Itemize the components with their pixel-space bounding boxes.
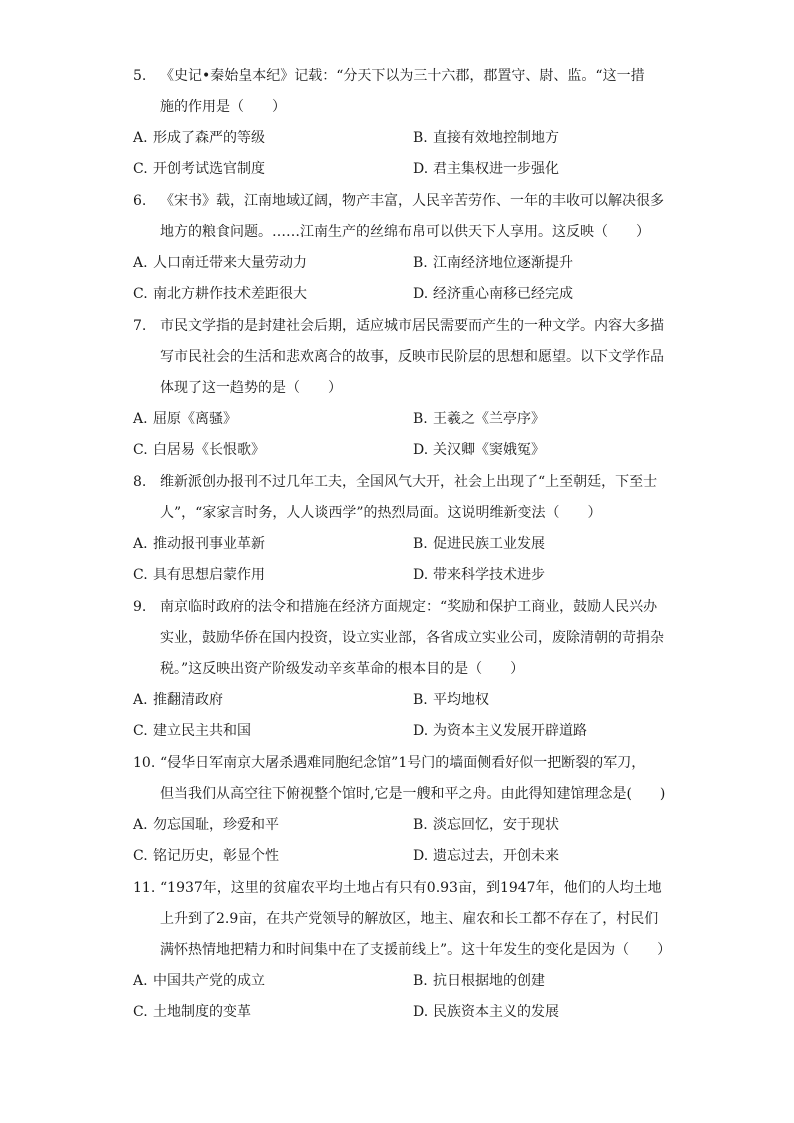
question-text: 南京临时政府的法令和措施在经济方面规定：“奖励和保护工商业，鼓励人民兴办	[160, 599, 658, 615]
question-9-option-b[interactable]	[413, 685, 489, 716]
question-5-line-2: 施的作用是（ ）	[160, 99, 286, 115]
option-letter: C.	[133, 723, 148, 739]
question-8-line-1	[133, 467, 673, 498]
option-text: 抗日根据地的创建	[433, 973, 545, 989]
question-5-option-b[interactable]	[413, 123, 559, 154]
question-8-line-2: 人”，“家家言时务，人人谈西学”的热烈局面。这说明维新变法（ ）	[160, 505, 602, 521]
option-text: 王羲之《兰亭序》	[433, 411, 545, 427]
question-11-option-d[interactable]	[413, 997, 559, 1028]
option-letter: A.	[133, 817, 148, 833]
option-letter: D.	[413, 161, 429, 177]
question-6-option-a[interactable]	[133, 248, 307, 279]
option-letter: B.	[413, 817, 428, 833]
question-11-line-3: 满怀热情地把精力和时间集中在了支援前线上”。这十年发生的变化是因为（ ）	[160, 942, 672, 958]
option-letter: A.	[133, 411, 148, 427]
question-11-option-b[interactable]	[413, 966, 545, 997]
option-letter: B.	[413, 255, 428, 271]
question-number: 5.	[133, 68, 147, 84]
option-letter: B.	[413, 411, 428, 427]
option-text: 建立民主共和国	[153, 723, 251, 739]
question-10-option-a[interactable]	[133, 810, 279, 841]
question-11-option-a[interactable]	[133, 966, 265, 997]
question-11-line-1	[133, 873, 673, 904]
question-6	[133, 186, 673, 248]
question-text: “侵华日军南京大屠杀遇难同胞纪念馆”1号门的墙面侧看好似一把断裂的军刀，	[160, 755, 646, 771]
option-text: 淡忘回忆，安于现状	[433, 817, 559, 833]
question-number: 9.	[133, 599, 147, 615]
option-letter: A.	[133, 130, 148, 146]
question-7-option-a[interactable]	[133, 404, 237, 435]
question-9-option-c[interactable]	[133, 716, 251, 747]
option-letter: D.	[413, 848, 429, 864]
question-6-option-b[interactable]	[413, 248, 573, 279]
question-number: 7.	[133, 318, 147, 334]
option-text: 白居易《长恨歌》	[153, 442, 265, 458]
question-5-option-c[interactable]	[133, 154, 265, 185]
question-10	[133, 748, 673, 810]
question-7-line-3: 体现了这一趋势的是（ ）	[160, 380, 342, 396]
option-text: 君主集权进一步强化	[433, 161, 559, 177]
question-10-option-d[interactable]	[413, 841, 559, 872]
option-text: 为资本主义发展开辟道路	[433, 723, 587, 739]
option-text: 南北方耕作技术差距很大	[153, 286, 307, 302]
option-letter: C.	[133, 567, 148, 583]
option-letter: C.	[133, 1004, 148, 1020]
option-text: 推动报刊事业革新	[153, 536, 265, 552]
option-text: 屈原《离骚》	[153, 411, 237, 427]
option-letter: C.	[133, 848, 148, 864]
option-letter: C.	[133, 161, 148, 177]
question-8-option-c[interactable]	[133, 560, 265, 591]
question-9-option-a[interactable]	[133, 685, 223, 716]
question-5-option-d[interactable]	[413, 154, 559, 185]
question-9-line-2: 实业，鼓励华侨在国内投资，设立实业部，各省成立实业公司，废除清朝的苛捐杂	[160, 630, 664, 646]
question-7	[133, 311, 673, 404]
question-number: 6.	[133, 193, 147, 209]
question-9-line-3: 税。”这反映出资产阶级发动辛亥革命的根本目的是（ ）	[160, 661, 525, 677]
option-letter: C.	[133, 286, 148, 302]
question-8-option-a[interactable]	[133, 529, 265, 560]
question-6-line-1	[133, 186, 673, 217]
question-9-line-1	[133, 592, 673, 623]
option-text: 推翻清政府	[153, 692, 223, 708]
question-9	[133, 592, 673, 685]
option-letter: A.	[133, 255, 148, 271]
question-text: 《宋书》载，江南地域辽阔，物产丰富，人民辛苦劳作、一年的丰收可以解决很多	[160, 193, 664, 209]
question-10-line-2: 但当我们从高空往下俯视整个馆时,它是一艘和平之舟。由此得知建馆理念是( )	[160, 786, 666, 802]
question-6-option-d[interactable]	[413, 279, 573, 310]
question-8	[133, 467, 673, 529]
question-7-line-1	[133, 311, 673, 342]
option-letter: A.	[133, 692, 148, 708]
question-text: 市民文学指的是封建社会后期，适应城市居民需要而产生的一种文学。内容大多描	[160, 318, 664, 334]
option-text: 中国共产党的成立	[153, 973, 265, 989]
question-number: 11.	[133, 880, 156, 896]
option-letter: B.	[413, 692, 428, 708]
option-text: 直接有效地控制地方	[433, 130, 559, 146]
option-text: 经济重心南移已经完成	[433, 286, 573, 302]
option-text: 遗忘过去，开创未来	[433, 848, 559, 864]
question-11-line-2: 上升到了2.9亩，在共产党领导的解放区，地主、雇农和长工都不存在了，村民们	[160, 911, 659, 927]
option-letter: A.	[133, 973, 148, 989]
option-text: 带来科学技术进步	[433, 567, 545, 583]
question-5-line-1	[133, 61, 673, 92]
question-5-option-a[interactable]	[133, 123, 265, 154]
option-text: 形成了森严的等级	[153, 130, 265, 146]
option-text: 人口南迁带来大量劳动力	[153, 255, 307, 271]
question-10-line-1	[133, 748, 673, 779]
option-letter: D.	[413, 1004, 429, 1020]
option-letter: A.	[133, 536, 148, 552]
question-7-option-b[interactable]	[413, 404, 545, 435]
question-6-line-2: 地方的粮食问题。……江南生产的丝绵布帛可以供天下人享用。这反映（ ）	[160, 224, 650, 240]
question-7-option-c[interactable]	[133, 435, 265, 466]
option-text: 促进民族工业发展	[433, 536, 545, 552]
option-text: 铭记历史，彰显个性	[153, 848, 279, 864]
question-6-option-c[interactable]	[133, 279, 307, 310]
question-11-option-c[interactable]	[133, 997, 251, 1028]
option-letter: D.	[413, 442, 429, 458]
question-8-option-d[interactable]	[413, 560, 545, 591]
question-10-option-b[interactable]	[413, 810, 559, 841]
option-text: 勿忘国耻，珍爱和平	[153, 817, 279, 833]
question-text: 《史记•秦始皇本纪》记载：“分天下以为三十六郡，郡置守、尉、监。“这一措	[160, 68, 645, 84]
question-text: 维新派创办报刊不过几年工夫，全国风气大开，社会上出现了“上至朝廷，下至士	[160, 474, 658, 490]
option-text: 开创考试选官制度	[153, 161, 265, 177]
option-text: 平均地权	[433, 692, 489, 708]
option-letter: B.	[413, 973, 428, 989]
option-letter: B.	[413, 536, 428, 552]
option-text: 具有思想启蒙作用	[153, 567, 265, 583]
question-number: 8.	[133, 474, 147, 490]
option-letter: B.	[413, 130, 428, 146]
question-9-option-d[interactable]	[413, 716, 587, 747]
question-7-option-d[interactable]	[413, 435, 545, 466]
question-8-option-b[interactable]	[413, 529, 545, 560]
question-10-option-c[interactable]	[133, 841, 279, 872]
option-letter: D.	[413, 723, 429, 739]
question-11	[133, 873, 673, 966]
question-7-line-2: 写市民社会的生活和悲欢离合的故事，反映市民阶层的思想和愿望。以下文学作品	[160, 349, 664, 365]
question-5	[133, 61, 673, 123]
option-text: 关汉卿《窦娥冤》	[433, 442, 545, 458]
question-number: 10.	[133, 755, 156, 771]
question-text: “1937年，这里的贫雇农平均土地占有只有0.93亩，到1947年，他们的人均土地	[160, 880, 662, 896]
option-letter: C.	[133, 442, 148, 458]
option-letter: D.	[413, 286, 429, 302]
option-text: 民族资本主义的发展	[433, 1004, 559, 1020]
option-letter: D.	[413, 567, 429, 583]
option-text: 江南经济地位逐渐提升	[433, 255, 573, 271]
option-text: 土地制度的变革	[153, 1004, 251, 1020]
